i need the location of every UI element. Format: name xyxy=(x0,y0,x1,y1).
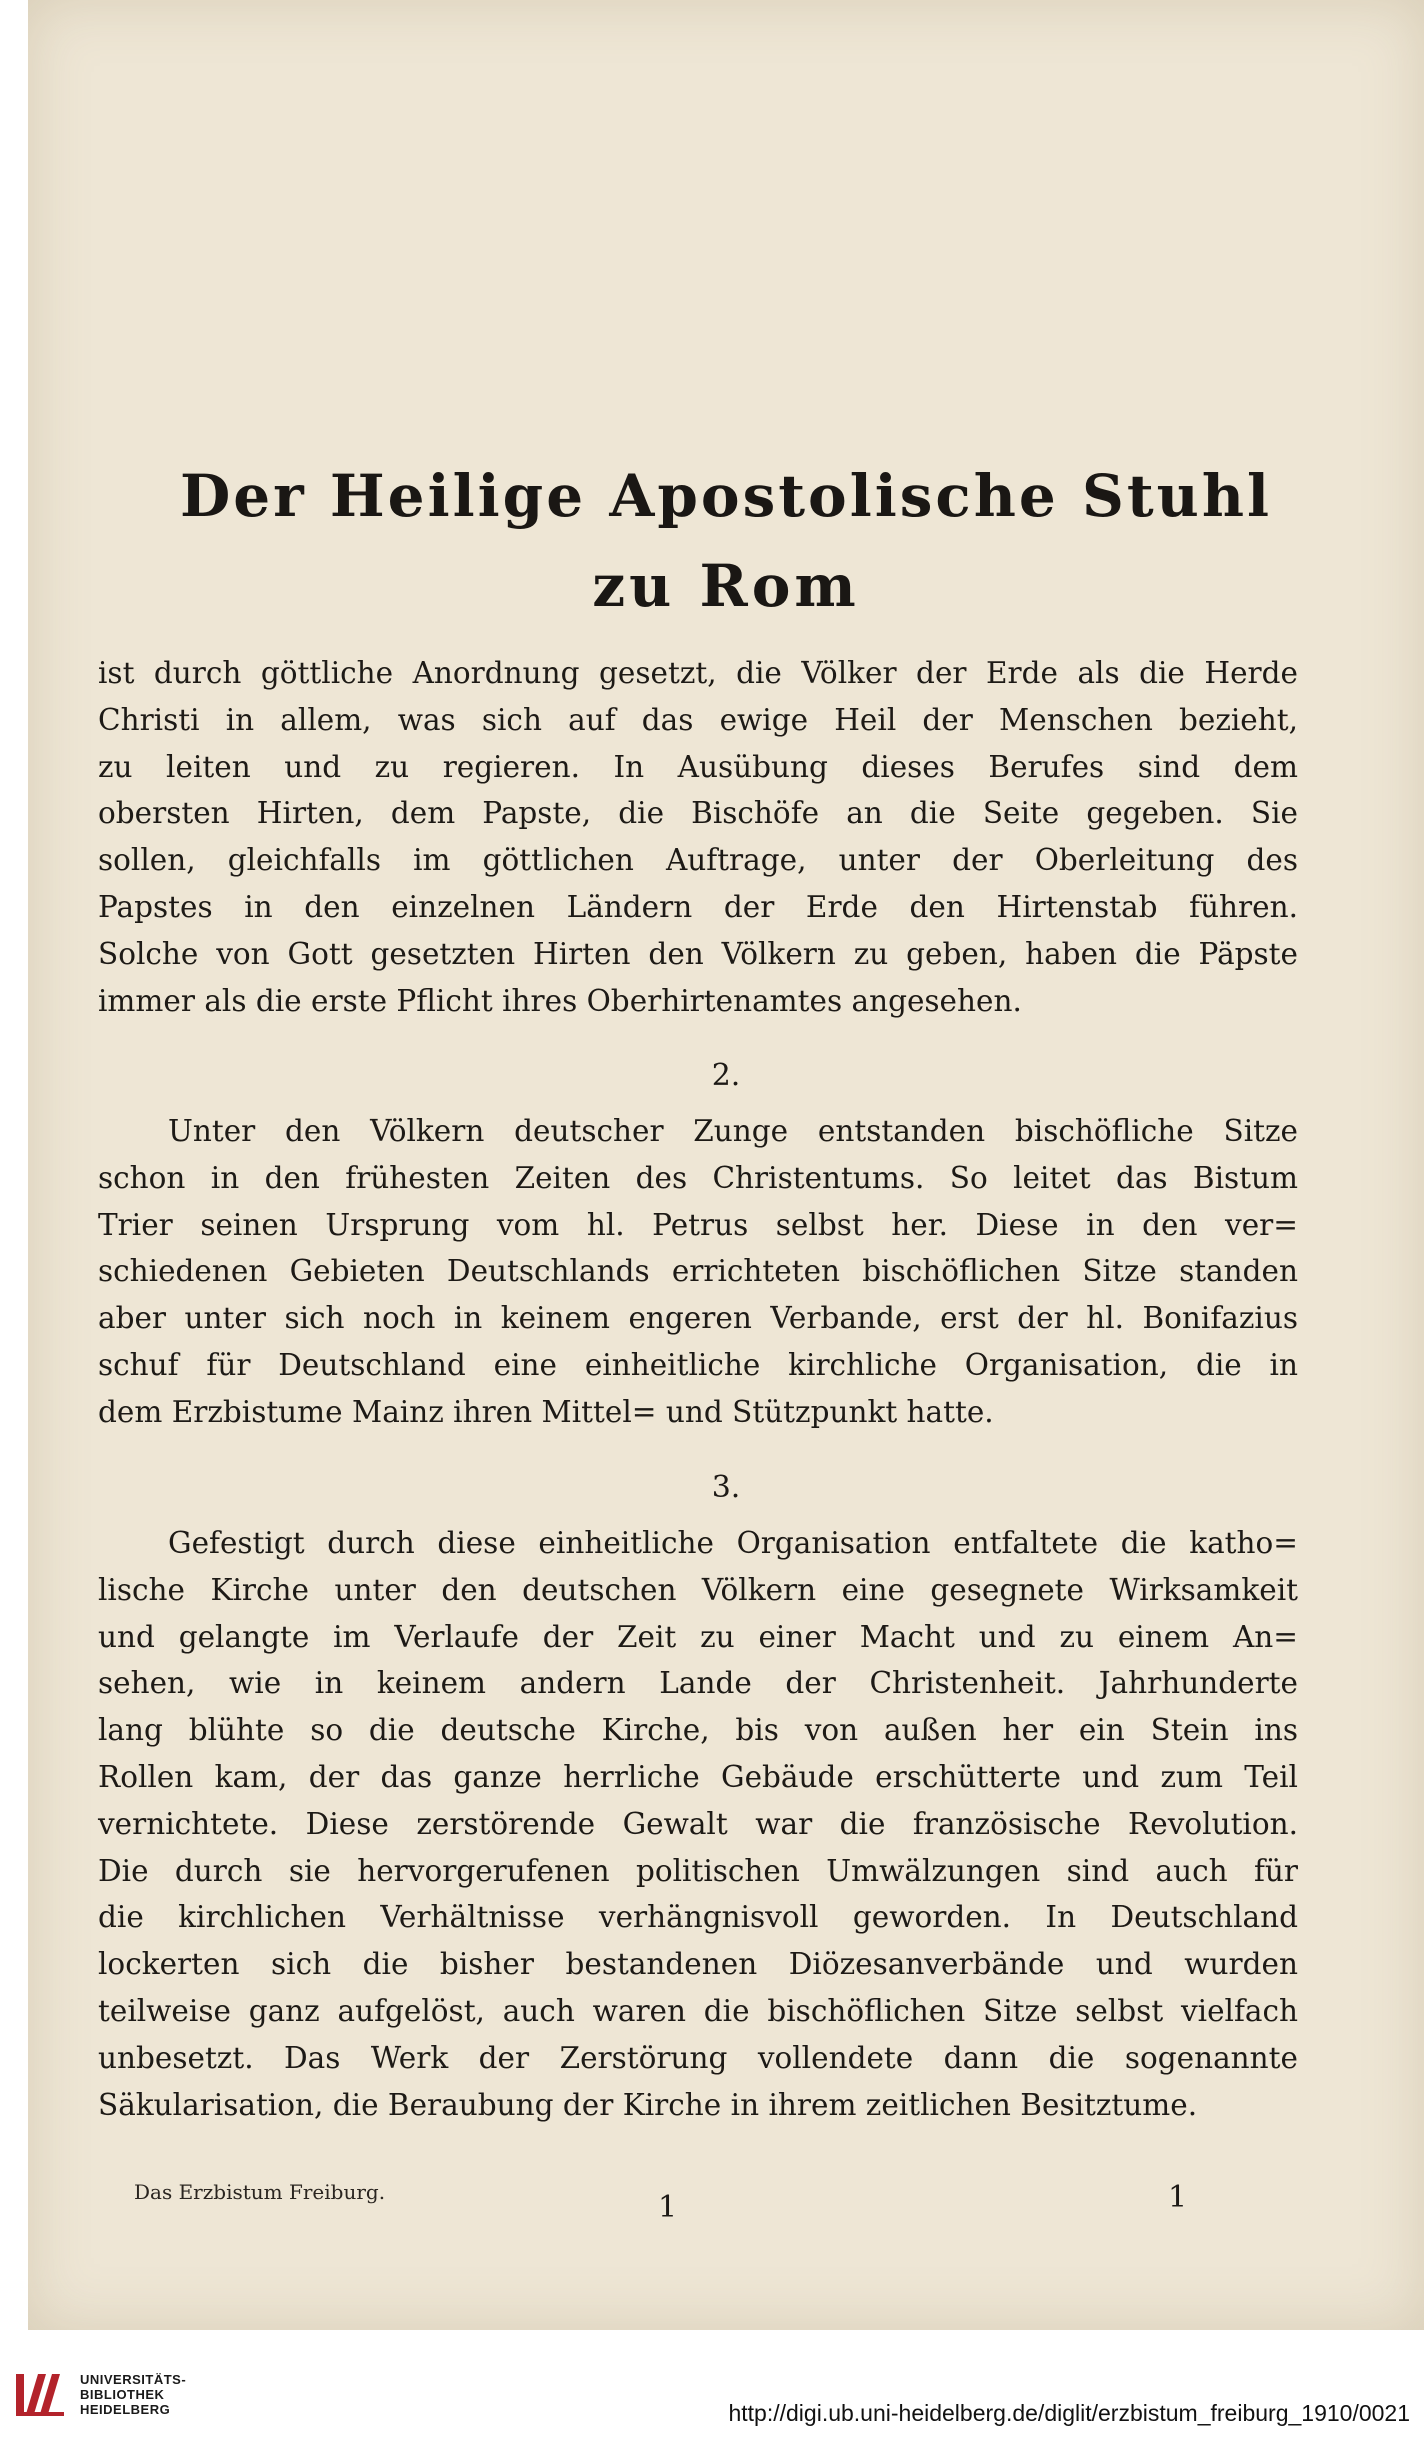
text-line: teilweise ganz aufgelöst, auch waren die bischöflichen Sitze selbst vielfach xyxy=(98,1993,1298,2028)
library-name-line: UNIVERSITÄTS- xyxy=(80,2372,187,2387)
text-line: dem Erzbistume Mainz ihren Mittel= und Stützpunkt hatte. xyxy=(98,1394,994,1429)
source-url-link[interactable]: http://digi.ub.uni-heidelberg.de/diglit/erzbistum_freiburg_1910/0021 xyxy=(728,2400,1410,2426)
text-line: sehen, wie in keinem andern Lande der Christenheit. Jahrhunderte xyxy=(98,1666,1298,1701)
text-line: lang blühte so die deutsche Kirche, bis von außen her ein Stein ins xyxy=(98,1713,1298,1748)
text-line: und gelangte im Verlaufe der Zeit zu einer Macht und zu einem An= xyxy=(98,1619,1298,1654)
text-line: schon in den frühesten Zeiten des Christentums. So leitet das Bistum xyxy=(98,1160,1298,1195)
text-line: ist durch göttliche Anordnung gesetzt, die Völker der Erde als die Herde xyxy=(98,656,1298,690)
footer-signature: Das Erzbistum Freiburg. xyxy=(134,2180,386,2204)
text-line: immer als die erste Pflicht ihres Oberhirtenamtes angesehen. xyxy=(98,983,1022,1018)
section-number-3: 3. xyxy=(711,1470,741,1505)
text-line: Die durch sie hervorgerufenen politischen Umwälzungen sind auch für xyxy=(98,1853,1298,1888)
paragraph-2 xyxy=(98,1108,1298,1436)
library-name-line: BIBLIOTHEK xyxy=(80,2387,165,2402)
text-line: Solche von Gott gesetzten Hirten den Völkern zu geben, haben die Päpste xyxy=(98,936,1298,971)
text-line: die kirchlichen Verhältnisse verhängnisvoll geworden. In Deutschland xyxy=(98,1900,1298,1935)
paragraph-1 xyxy=(98,650,1298,1024)
text-line: Säkularisation, die Beraubung der Kirche in ihrem zeitlichen Besitztume. xyxy=(98,2087,1198,2122)
paragraph-3 xyxy=(98,1520,1298,2128)
text-line: Gefestigt durch diese einheitliche Organisation entfaltete die katho= xyxy=(168,1526,1298,1560)
text-line: schiedenen Gebieten Deutschlands errichteten bischöflichen Sitze standen xyxy=(98,1254,1298,1289)
text-line: Christi in allem, was sich auf das ewige Heil der Menschen bezieht, xyxy=(98,702,1298,737)
text-line: lische Kirche unter den deutschen Völkern eine gesegnete Wirksamkeit xyxy=(98,1572,1298,1607)
text-line: Papstes in den einzelnen Ländern der Erde den Hirtenstab führen. xyxy=(98,889,1298,924)
text-line: unbesetzt. Das Werk der Zerstörung vollendete dann die sogenannte xyxy=(98,2040,1298,2075)
text-line: zu leiten und zu regieren. In Ausübung dieses Berufes sind dem xyxy=(98,749,1298,784)
text-line: Unter den Völkern deutscher Zunge entstanden bischöfliche Sitze xyxy=(168,1114,1298,1148)
text-line: lockerten sich die bisher bestandenen Diözesanverbände und wurden xyxy=(98,1947,1298,1982)
text-line: Trier seinen Ursprung vom hl. Petrus selbst her. Diese in den ver= xyxy=(98,1207,1298,1242)
library-name[interactable] xyxy=(80,2372,186,2417)
viewer-footer xyxy=(0,2330,1424,2445)
page-subtitle: zu Rom xyxy=(592,552,860,620)
text-line: obersten Hirten, dem Papste, die Bischöfe an die Seite gegeben. Sie xyxy=(98,796,1298,831)
text-line: schuf für Deutschland eine einheitliche kirchliche Organisation, die in xyxy=(98,1347,1298,1382)
text-line: vernichtete. Diese zerstörende Gewalt war die französische Revolution. xyxy=(98,1806,1298,1841)
section-number-2: 2. xyxy=(711,1058,741,1093)
page-title: Der Heilige Apostolische Stuhl xyxy=(179,462,1273,530)
university-library-logo-icon xyxy=(14,2368,66,2420)
text-line: Rollen kam, der das ganze herrliche Gebäude erschütterte und zum Teil xyxy=(98,1759,1298,1794)
text-line: aber unter sich noch in keinem engeren Verbande, erst der hl. Bonifazius xyxy=(98,1301,1298,1336)
scanned-page xyxy=(28,0,1424,2330)
text-line: sollen, gleichfalls im göttlichen Auftrage, unter der Oberleitung des xyxy=(98,843,1298,878)
page-number: 1 xyxy=(1168,2180,1188,2215)
library-name-line: HEIDELBERG xyxy=(80,2402,171,2417)
footer-sheet-number: 1 xyxy=(658,2190,678,2225)
